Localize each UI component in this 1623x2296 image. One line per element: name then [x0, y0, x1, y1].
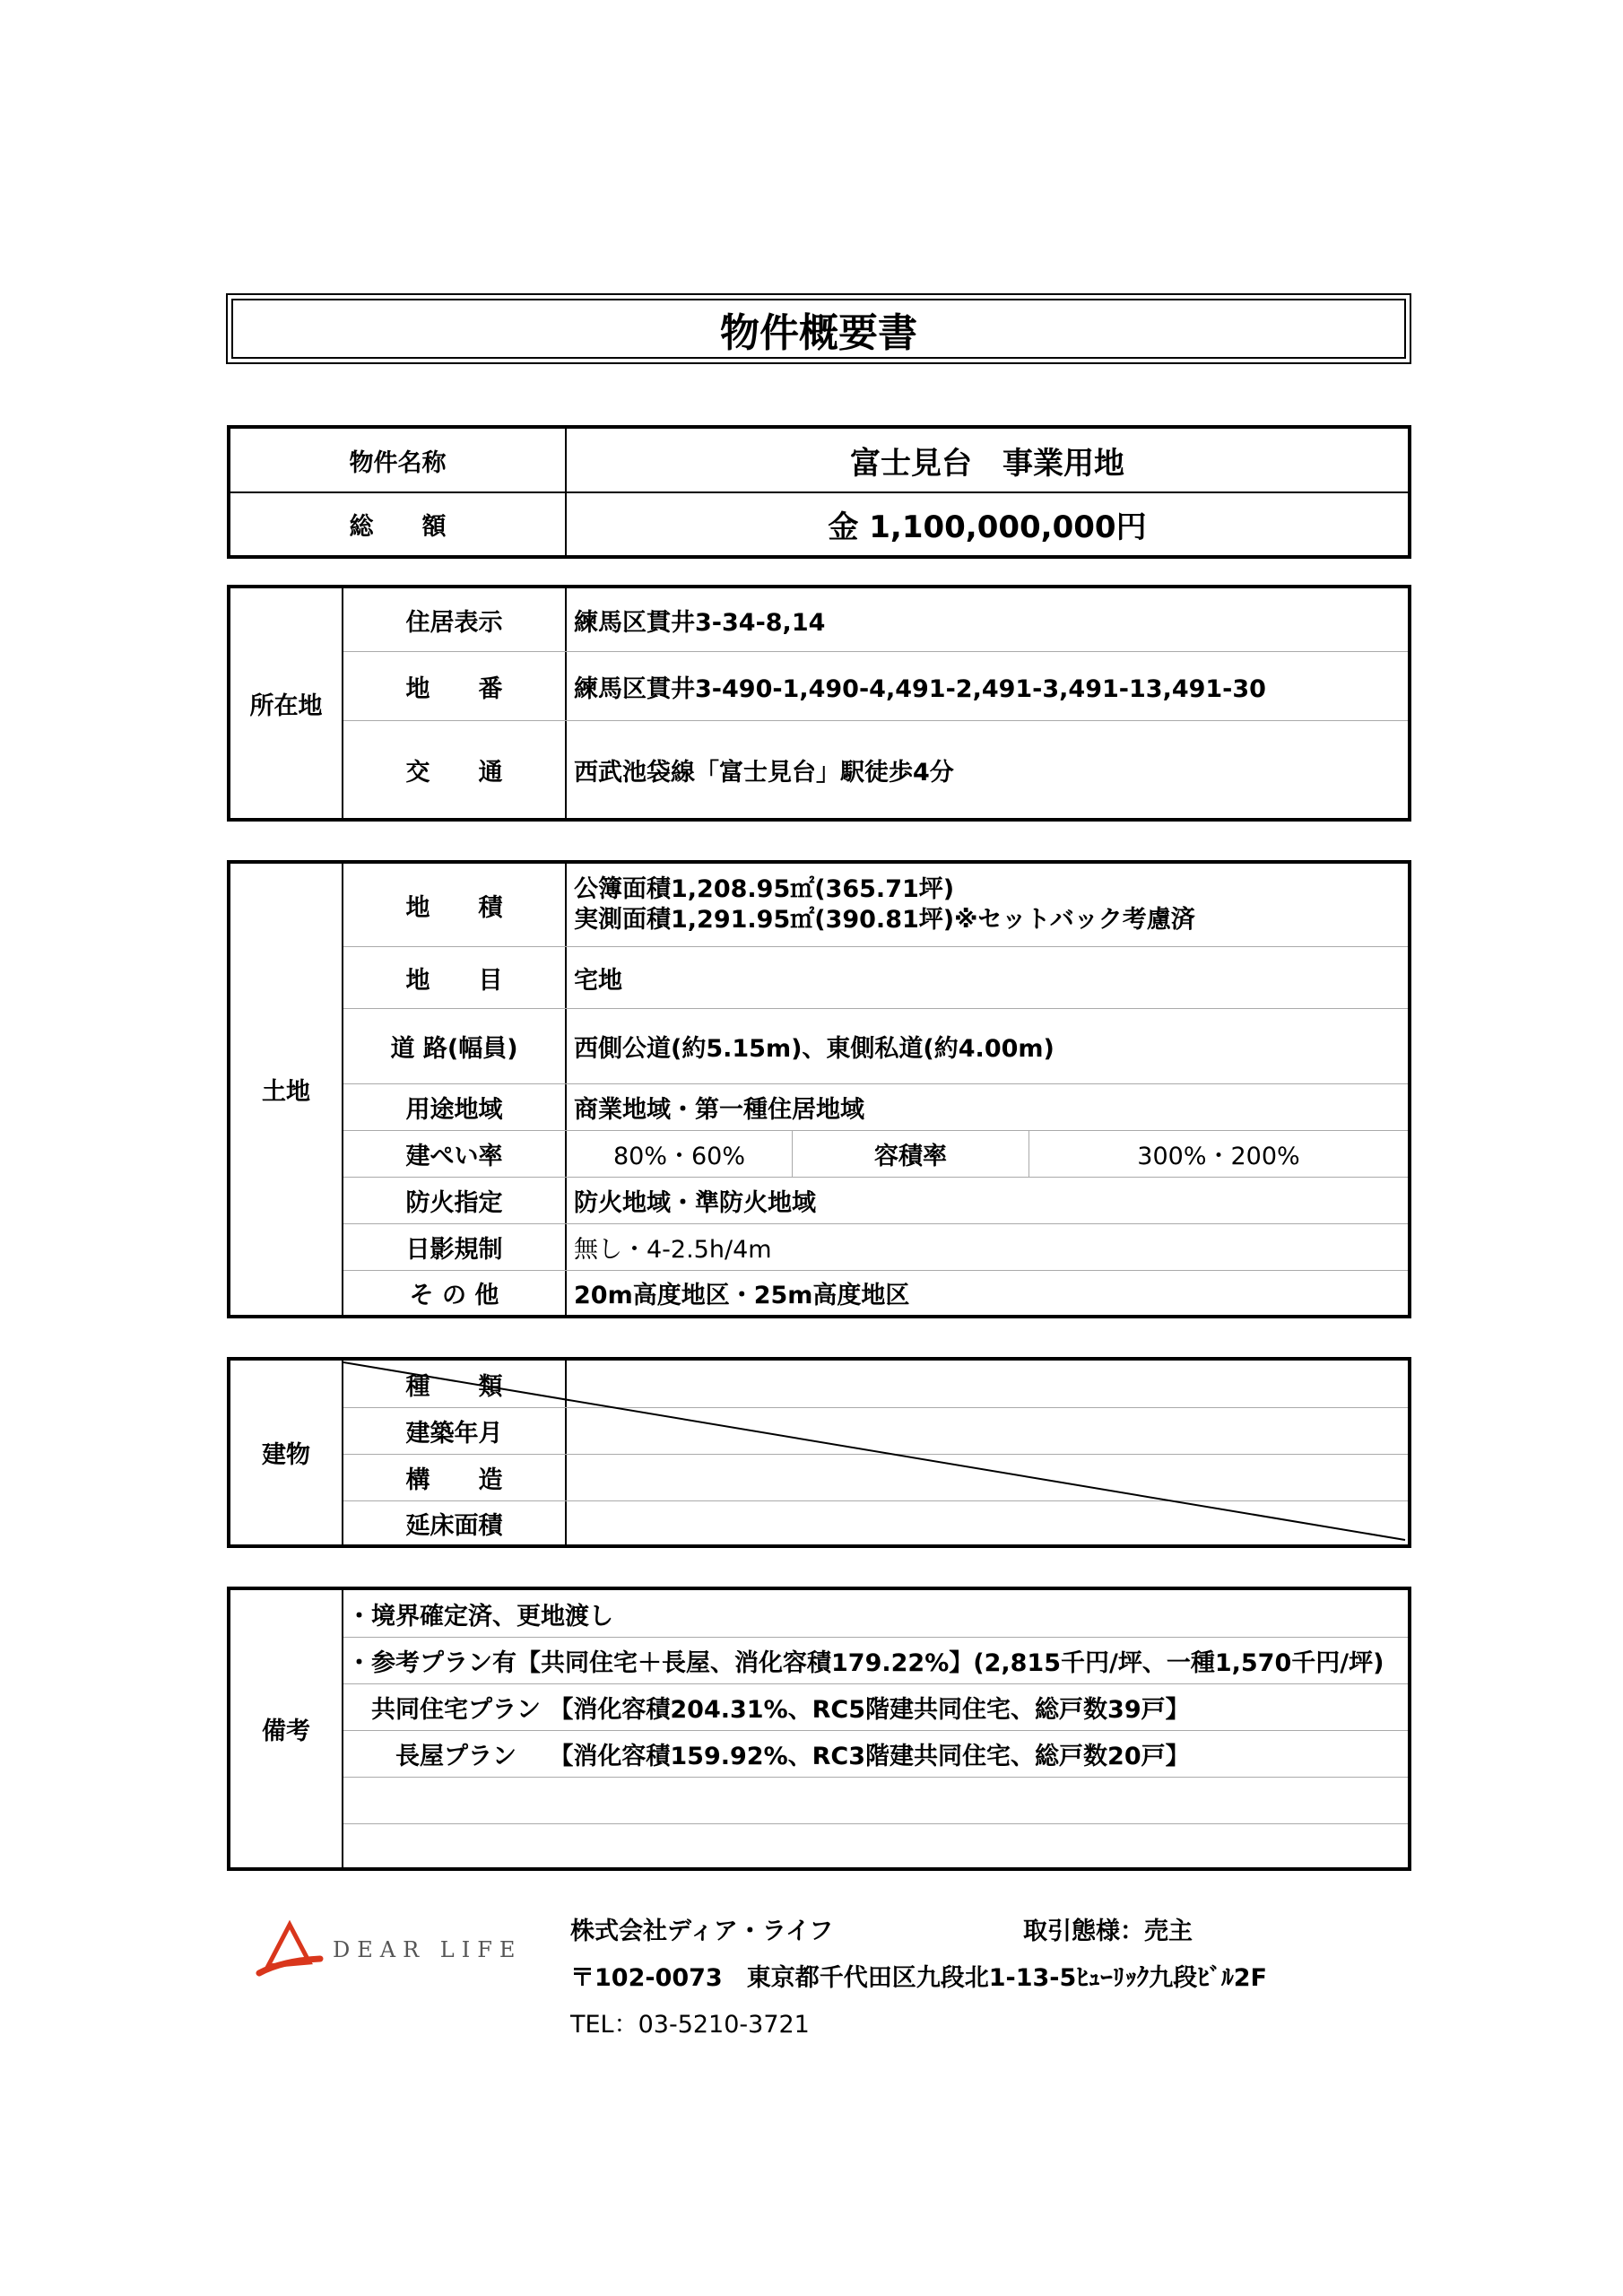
address-label: 住居表示	[405, 608, 503, 637]
remark-line: 長屋プラン 【消化容積159.92%、RC3階建共同住宅、総戸数20戸】	[347, 1743, 1190, 1770]
access-value: 西武池袋線「富士見台」駅徒歩4分	[574, 758, 954, 787]
company-address: 〒102-0073 東京都千代田区九段北1-13-5ﾋｭｰﾘｯｸ九段ﾋﾞﾙ2F	[570, 1964, 1268, 1992]
property-name-value: 富士見台 事業用地	[850, 445, 1124, 482]
transaction-type: 取引態様：売主	[1023, 1918, 1193, 1945]
other-label: そ の 他	[409, 1282, 499, 1309]
road-value: 西側公道(約5.15m)、東側私道(約4.00m)	[574, 1035, 1055, 1063]
building-table	[227, 1357, 1411, 1548]
surveyed-area: 実測面積1,291.95㎡(390.81坪)※セットバック考慮済	[574, 906, 1195, 934]
other-value: 20m高度地区・25m高度地区	[574, 1282, 910, 1309]
building-type-label: 種 類	[405, 1372, 503, 1401]
remarks-section-label: 備考	[262, 1718, 310, 1745]
land-area-value	[567, 864, 1408, 946]
company-logo	[256, 1918, 525, 1980]
floor-area-ratio-value: 300%・200%	[1137, 1143, 1300, 1170]
address-value: 練馬区貫井3-34-8,14	[574, 608, 826, 637]
coverage-ratio-label: 建ぺい率	[405, 1143, 503, 1170]
registered-area: 公簿面積1,208.95㎡(365.71坪)	[574, 875, 955, 903]
land-table	[227, 860, 1411, 1318]
land-area-label: 地 積	[405, 893, 503, 922]
lot-number-value: 練馬区貫井3-490-1,490-4,491-2,491-3,491-13,491-30	[574, 674, 1266, 703]
location-table	[227, 585, 1411, 822]
fire-zone-label: 防火指定	[405, 1189, 503, 1217]
access-label: 交 通	[405, 758, 503, 787]
coverage-ratio-value: 80%・60%	[612, 1143, 746, 1170]
land-section-label: 土地	[262, 1078, 310, 1106]
floor-area-label: 延床面積	[405, 1511, 503, 1540]
shadow-regulation-value: 無し・4-2.5h/4m	[574, 1236, 772, 1264]
document-title-box	[226, 293, 1411, 364]
summary-table	[227, 425, 1411, 559]
total-price-value: 金 1,100,000,000円	[828, 509, 1147, 545]
remark-line: ・境界確定済、更地渡し	[347, 1602, 613, 1631]
floor-area-ratio-label: 容積率	[874, 1143, 947, 1170]
document-title: 物件概要書	[231, 299, 1406, 359]
lot-number-label: 地 番	[405, 674, 503, 703]
zoning-label: 用途地域	[405, 1096, 503, 1124]
remarks-table	[227, 1587, 1411, 1871]
fire-zone-value: 防火地域・準防火地域	[574, 1189, 816, 1217]
zoning-value: 商業地域・第一種住居地域	[574, 1096, 864, 1124]
logo-text: DEAR LIFE	[333, 1937, 523, 1962]
land-category-label: 地 目	[405, 966, 503, 995]
built-date-label: 建築年月	[405, 1420, 503, 1448]
land-category-value: 宅地	[574, 966, 622, 995]
property-name-label: 物件名称	[349, 448, 447, 477]
structure-label: 構 造	[405, 1466, 503, 1494]
company-name: 株式会社ディア・ライフ	[570, 1918, 834, 1945]
company-phone: TEL：03-5210-3721	[570, 2011, 810, 2039]
total-price-label: 総 額	[349, 513, 447, 541]
logo-mark-icon	[256, 1918, 327, 1980]
remark-line: 共同住宅プラン 【消化容積204.31%、RC5階建共同住宅、総戸数39戸】	[347, 1696, 1190, 1724]
location-section-label: 所在地	[249, 691, 323, 720]
remark-line: ・参考プラン有【共同住宅＋長屋、消化容積179.22%】(2,815千円/坪、一種1,570千円/坪)	[347, 1649, 1384, 1677]
shadow-regulation-label: 日影規制	[405, 1236, 503, 1264]
road-label: 道 路(幅員)	[390, 1035, 518, 1063]
building-section-label: 建物	[262, 1441, 310, 1469]
